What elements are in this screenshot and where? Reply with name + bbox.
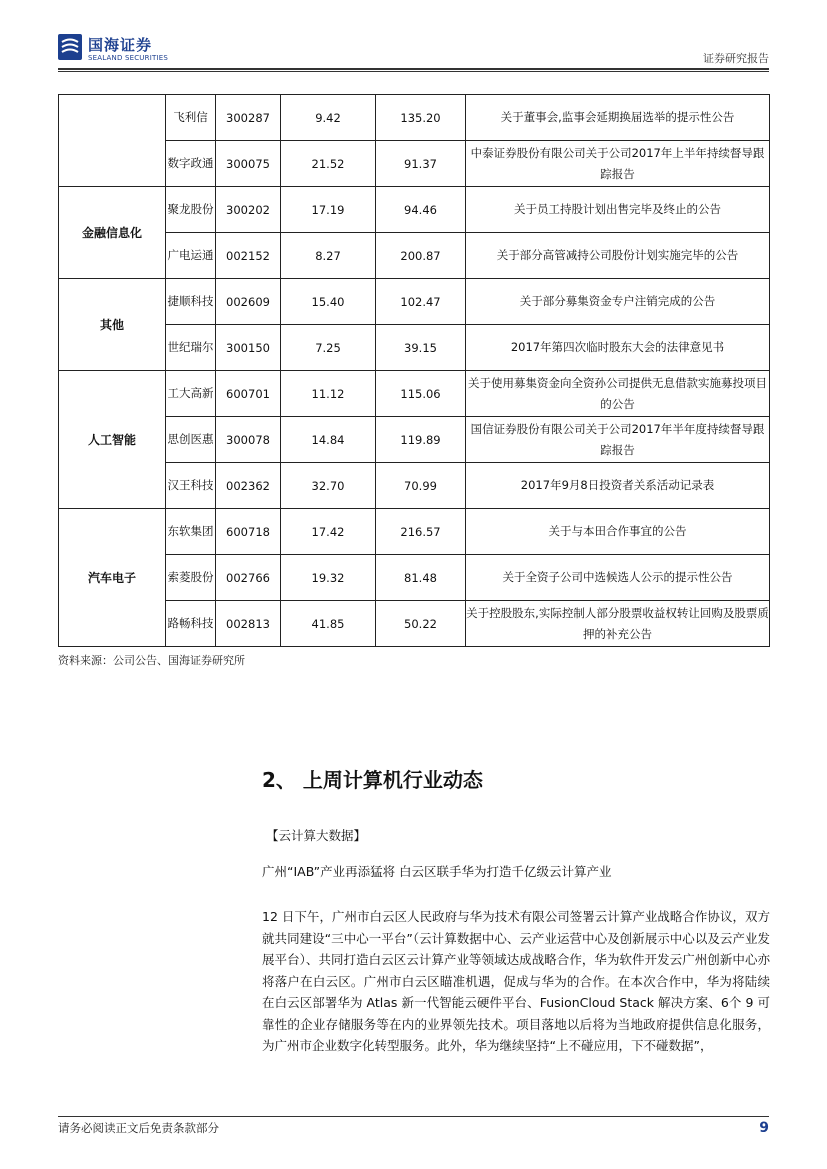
sector-cell [59,95,166,187]
company-name-cell: 汉王科技 [166,463,216,509]
announcement-cell: 2017年9月8日投资者关系活动记录表 [466,463,770,509]
announcement-cell: 关于与本田合作事宜的公告 [466,509,770,555]
announcement-cell: 国信证券股份有限公司关于公司2017年半年度持续督导跟踪报告 [466,417,770,463]
stock-code-cell: 002813 [216,601,281,647]
market-cap-cell: 102.47 [376,279,466,325]
company-name-cell: 数字政通 [166,141,216,187]
header-divider [58,68,769,70]
logo-text-cn: 国海证券 [88,36,153,54]
market-cap-cell: 135.20 [376,95,466,141]
price-cell: 17.42 [281,509,376,555]
market-cap-cell: 50.22 [376,601,466,647]
footer-disclaimer: 请务必阅读正文后免责条款部分 [58,1121,219,1135]
footer-divider [58,1116,769,1117]
company-name-cell: 世纪瑞尔 [166,325,216,371]
price-cell: 32.70 [281,463,376,509]
sector-cell: 人工智能 [59,371,166,509]
stock-code-cell: 002362 [216,463,281,509]
sector-cell: 汽车电子 [59,509,166,647]
sealand-logo-icon [58,34,82,60]
announcement-cell: 关于使用募集资金向全资孙公司提供无息借款实施募投项目的公告 [466,371,770,417]
brand-logo [58,30,218,68]
company-name-cell: 路畅科技 [166,601,216,647]
table-row [59,601,770,647]
price-cell: 7.25 [281,325,376,371]
company-name-cell: 广电运通 [166,233,216,279]
news-paragraph: 12 日下午，广州市白云区人民政府与华为技术有限公司签署云计算产业战略合作协议，双方就共同建设“三中心一平台”（云计算数据中心、云产业运营中心及创新展示中心以及云产业发展平台）、共同打造白云区云计算产业等领域达成战略合作，华为软件开发云广州创新中心亦将落户在白云区。广州市白云区瞄准机遇，促成与华为的合作。在本次合作中，华为将陆续在白云区部署华为 Atlas 新一代智能云硬件平台、FusionCloud Stack 解决方案、6个 9 可靠性的企业存储服务等在内的业界领先技术。项目落地以后将为当地政府提供信息化服务，为广州市企业数字化转型服务。此外，华为继续坚持“上不碰应用，下不碰数据”， [262,909,770,1053]
table-row [59,141,770,187]
price-cell: 41.85 [281,601,376,647]
company-name-cell: 索菱股份 [166,555,216,601]
company-name-cell: 飞利信 [166,95,216,141]
price-cell: 9.42 [281,95,376,141]
section-title: 2、 上周计算机行业动态 [262,768,483,792]
market-cap-cell: 94.46 [376,187,466,233]
table-row [59,509,770,555]
stock-code-cell: 600701 [216,371,281,417]
price-cell: 11.12 [281,371,376,417]
company-name-cell: 工大高新 [166,371,216,417]
table-row [59,279,770,325]
logo-text-en: SEALAND SECURITIES [88,54,168,62]
sector-cell: 其他 [59,279,166,371]
sector-cell: 金融信息化 [59,187,166,279]
stock-code-cell: 600718 [216,509,281,555]
announcement-cell: 2017年第四次临时股东大会的法律意见书 [466,325,770,371]
news-headline: 广州“IAB”产业再添猛将 白云区联手华为打造千亿级云计算产业 [262,864,612,879]
stock-code-cell: 300202 [216,187,281,233]
announcement-cell: 关于董事会,监事会延期换届选举的提示性公告 [466,95,770,141]
company-name-cell: 聚龙股份 [166,187,216,233]
stock-code-cell: 300150 [216,325,281,371]
price-cell: 21.52 [281,141,376,187]
table-row [59,555,770,601]
stock-code-cell: 002152 [216,233,281,279]
table-row [59,233,770,279]
market-cap-cell: 115.06 [376,371,466,417]
announcement-cell: 中泰证券股份有限公司关于公司2017年上半年持续督导跟踪报告 [466,141,770,187]
price-cell: 8.27 [281,233,376,279]
market-cap-cell: 39.15 [376,325,466,371]
announcement-cell: 关于部分募集资金专户注销完成的公告 [466,279,770,325]
page-number: 9 [759,1120,769,1136]
company-name-cell: 捷顺科技 [166,279,216,325]
company-name-cell: 思创医惠 [166,417,216,463]
market-cap-cell: 81.48 [376,555,466,601]
market-cap-cell: 200.87 [376,233,466,279]
announcement-cell: 关于员工持股计划出售完毕及终止的公告 [466,187,770,233]
price-cell: 14.84 [281,417,376,463]
price-cell: 19.32 [281,555,376,601]
announcement-table [58,94,770,647]
header-divider-thin [58,71,769,72]
stock-code-cell: 300078 [216,417,281,463]
market-cap-cell: 70.99 [376,463,466,509]
table-source-note: 资料来源：公司公告、国海证券研究所 [58,654,245,667]
stock-code-cell: 300075 [216,141,281,187]
announcement-cell: 关于控股股东,实际控制人部分股票收益权转让回购及股票质押的补充公告 [466,601,770,647]
table-row [59,325,770,371]
market-cap-cell: 91.37 [376,141,466,187]
announcement-cell: 关于部分高管减持公司股份计划实施完毕的公告 [466,233,770,279]
stock-code-cell: 300287 [216,95,281,141]
table-row [59,95,770,141]
report-type-label: 证券研究报告 [703,52,769,65]
table-row [59,463,770,509]
price-cell: 17.19 [281,187,376,233]
table-row [59,187,770,233]
company-name-cell: 东软集团 [166,509,216,555]
topic-tag: 【云计算大数据】 [266,828,367,843]
price-cell: 15.40 [281,279,376,325]
stock-code-cell: 002609 [216,279,281,325]
table-row [59,417,770,463]
table-row [59,371,770,417]
market-cap-cell: 216.57 [376,509,466,555]
announcement-cell: 关于全资子公司中选候选人公示的提示性公告 [466,555,770,601]
stock-code-cell: 002766 [216,555,281,601]
market-cap-cell: 119.89 [376,417,466,463]
